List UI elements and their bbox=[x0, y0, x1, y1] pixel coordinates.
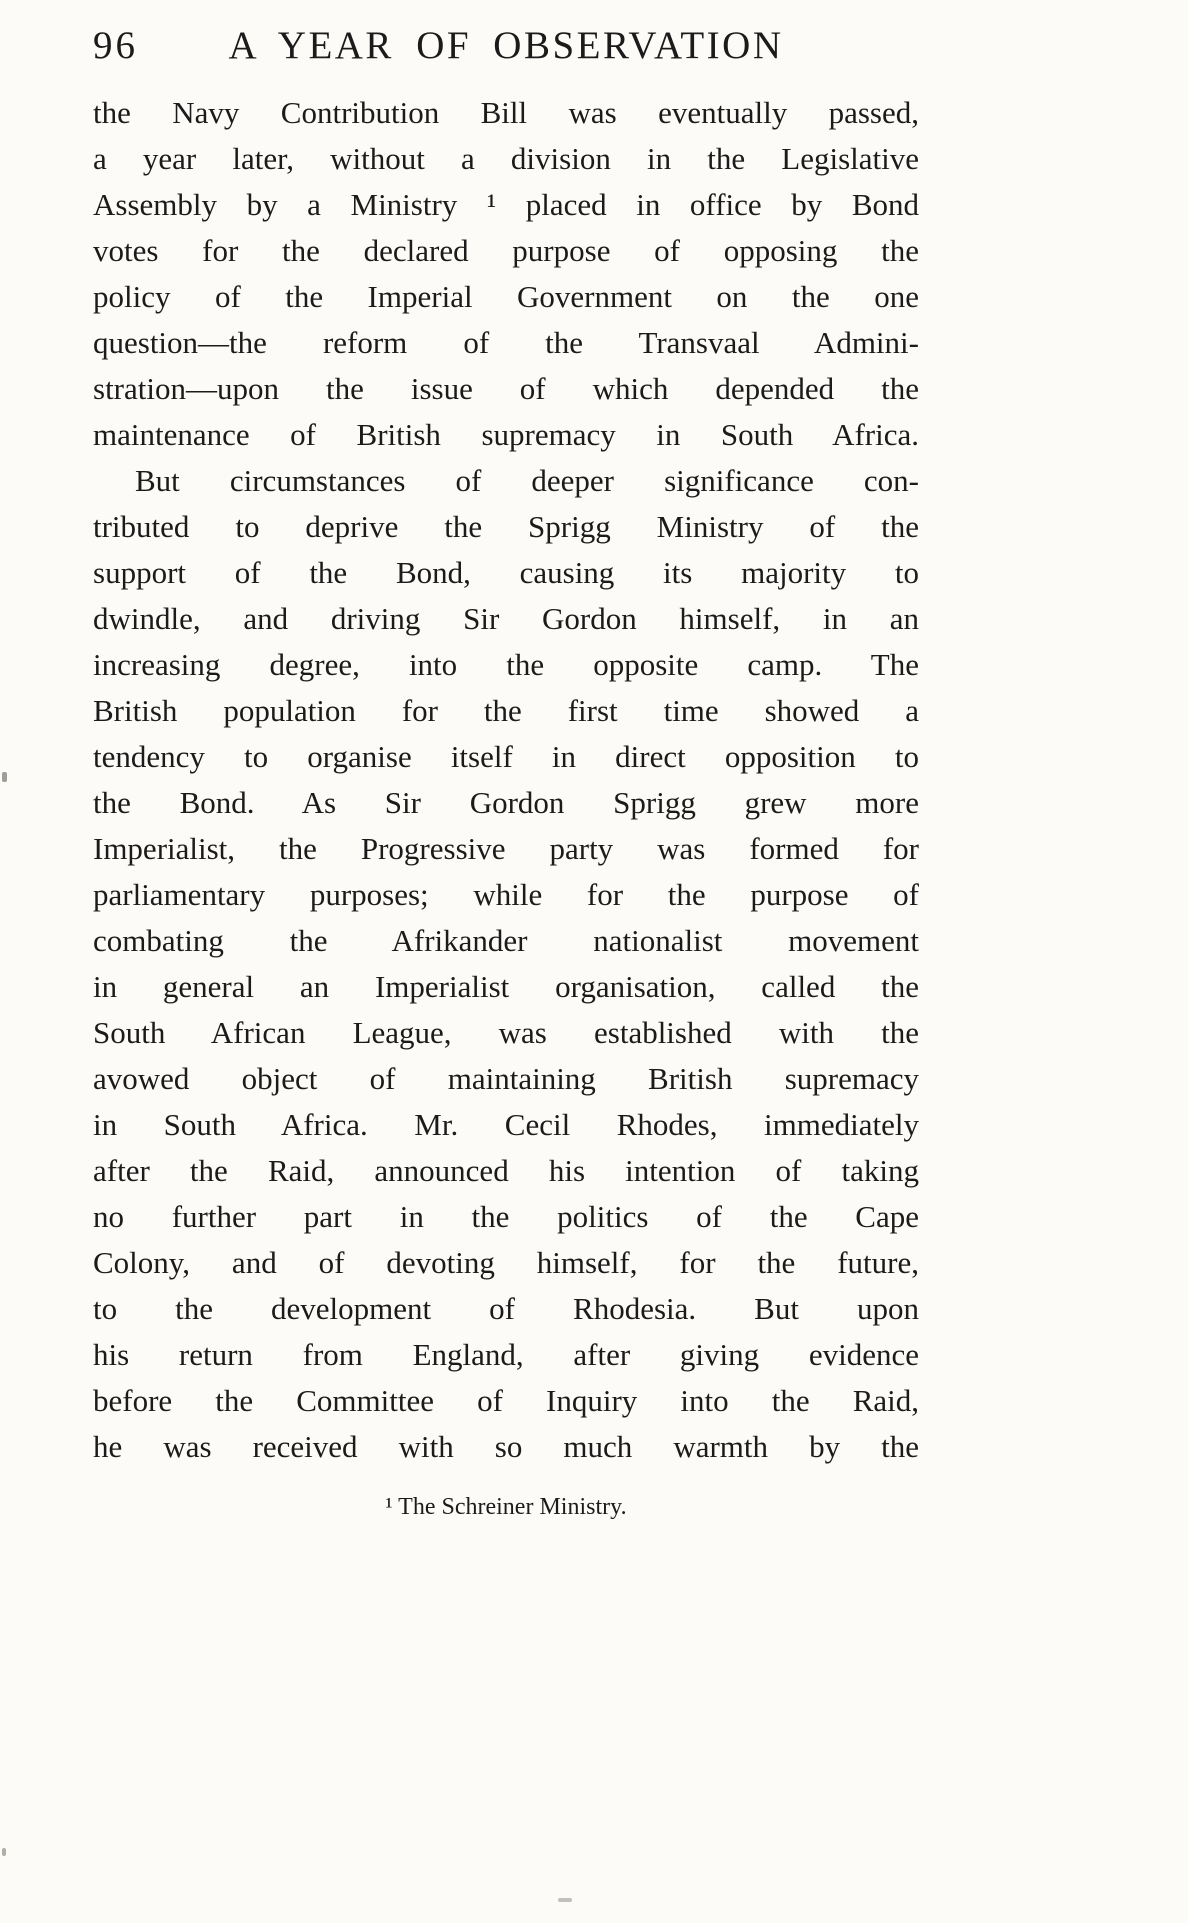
text-line: dwindle, and driving Sir Gordon himself, in an bbox=[93, 601, 919, 636]
text-line: before the Committee of Inquiry into the Raid, bbox=[93, 1383, 919, 1418]
scan-artifact bbox=[558, 1898, 572, 1902]
text-line: South African League, was established with the bbox=[93, 1015, 919, 1050]
scan-artifact bbox=[2, 772, 7, 782]
page-number: 96 bbox=[93, 24, 138, 67]
text-line: avowed object of maintaining British supremacy bbox=[93, 1061, 919, 1096]
text-line: tributed to deprive the Sprigg Ministry of the bbox=[93, 509, 919, 544]
text-line: stration—upon the issue of which depended the bbox=[93, 371, 919, 406]
text-line: Colony, and of devoting himself, for the future, bbox=[93, 1245, 919, 1280]
text-line: to the development of Rhodesia. But upon bbox=[93, 1291, 919, 1326]
page-header bbox=[93, 22, 919, 74]
text-line: Assembly by a Ministry ¹ placed in office by Bond bbox=[93, 187, 919, 222]
text-line: he was received with so much warmth by the bbox=[93, 1429, 919, 1464]
text-line: votes for the declared purpose of opposing the bbox=[93, 233, 919, 268]
footnote: ¹ The Schreiner Ministry. bbox=[385, 1494, 627, 1520]
text-line: increasing degree, into the opposite camp. The bbox=[93, 647, 919, 682]
text-line: But circumstances of deeper significance con- bbox=[135, 463, 919, 498]
text-line: his return from England, after giving evidence bbox=[93, 1337, 919, 1372]
text-line: parliamentary purposes; while for the purpose of bbox=[93, 877, 919, 912]
text-line: the Bond. As Sir Gordon Sprigg grew more bbox=[93, 785, 919, 820]
text-line: after the Raid, announced his intention of taking bbox=[93, 1153, 919, 1188]
text-line: combating the Afrikander nationalist movement bbox=[93, 923, 919, 958]
text-line: maintenance of British supremacy in South Africa. bbox=[93, 417, 919, 452]
text-line: support of the Bond, causing its majority to bbox=[93, 555, 919, 590]
text-line: in general an Imperialist organisation, called the bbox=[93, 969, 919, 1004]
scan-artifact bbox=[2, 1848, 6, 1856]
running-title: A YEAR OF OBSERVATION bbox=[228, 24, 784, 67]
text-line: question—the reform of the Transvaal Admini- bbox=[93, 325, 919, 360]
page-content bbox=[93, 22, 919, 1524]
text-line: in South Africa. Mr. Cecil Rhodes, immediately bbox=[93, 1107, 919, 1142]
text-line: British population for the first time showed a bbox=[93, 693, 919, 728]
text-line: no further part in the politics of the Cape bbox=[93, 1199, 919, 1234]
page-body bbox=[93, 90, 919, 1470]
text-line: policy of the Imperial Government on the one bbox=[93, 279, 919, 314]
text-line: tendency to organise itself in direct opposition to bbox=[93, 739, 919, 774]
text-line: Imperialist, the Progressive party was formed for bbox=[93, 831, 919, 866]
text-line: the Navy Contribution Bill was eventually passed, bbox=[93, 95, 919, 130]
text-line: a year later, without a division in the Legislative bbox=[93, 141, 919, 176]
